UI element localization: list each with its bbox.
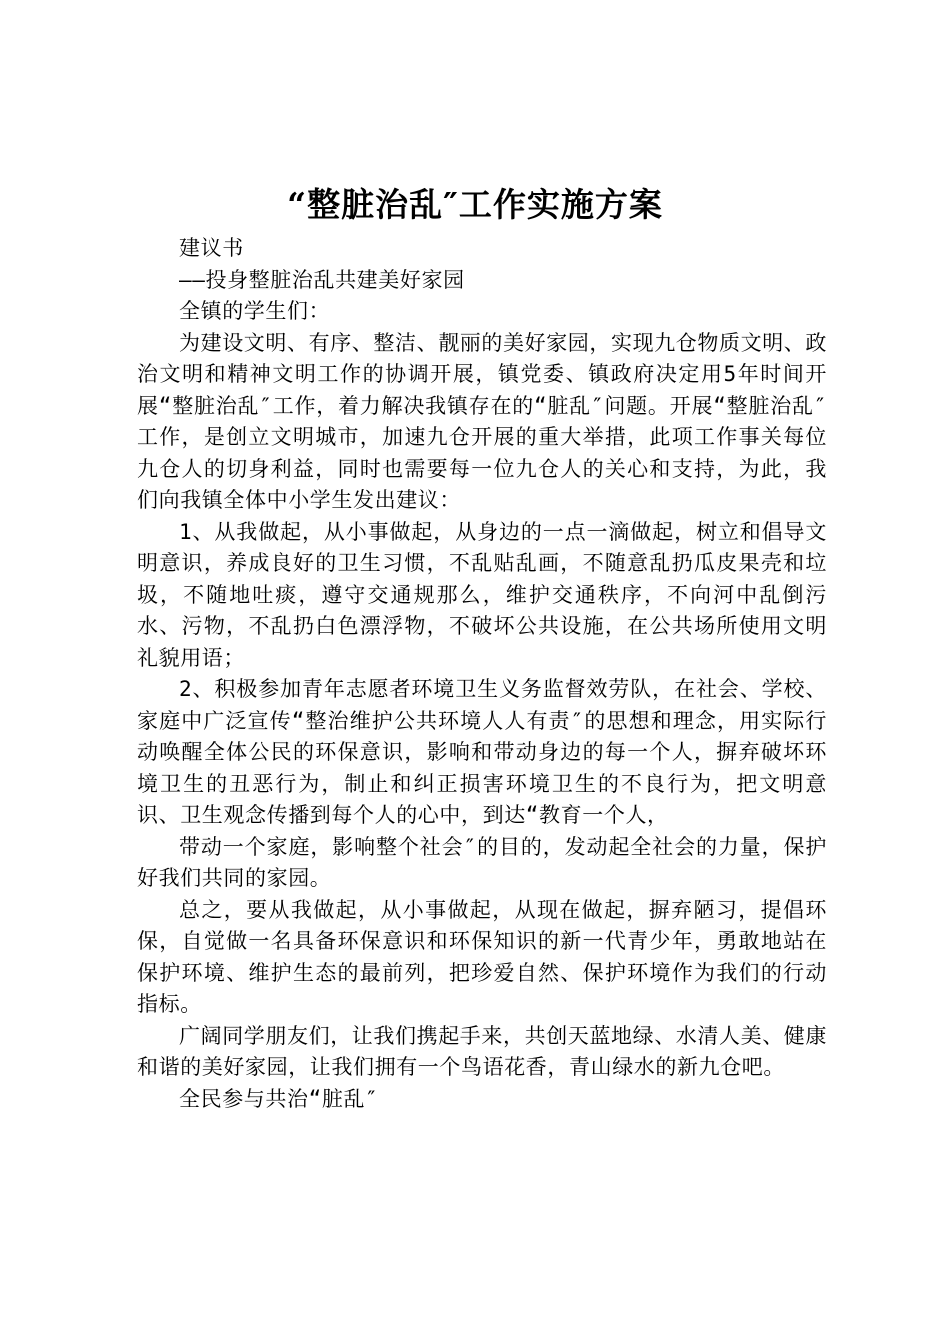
paragraph-item-2-continued: 带动一个家庭，影响整个社会″的目的，发动起全社会的力量，保护好我们共同的家园。 [137,834,827,890]
document-body [137,233,827,1115]
paragraph-salutation: 全镇的学生们： [179,299,331,323]
paragraph-intro: 为建设文明、有序、整洁、靓丽的美好家园，实现九仓物质文明、政治文明和精神文明工作的协调开展，镇党委、镇政府决定用5年时间开展“整脏治乱″工作，着力解决我镇存在的“脏乱″问题。开展“整脏治乱″工作，是创立文明城市，加速九仓开展的重大举措，此项工作事关每位九仓人的切身利益，同时也需要每一位九仓人的关心和支持，为此，我们向我镇全体中小学生发出建议： [137,330,827,512]
paragraph-subtitle: ——投身整脏治乱共建美好家园 [179,267,465,292]
document-title: “整脏治乱″工作实施方案 [287,185,663,224]
paragraph-summary: 总之，要从我做起，从小事做起，从现在做起，摒弃陋习，提倡环保，自觉做一名具备环保意识和环保知识的新一代青少年，勇敢地站在保护环境、维护生态的最前列，把珍爱自然、保护环境作为我们的行动指标。 [137,897,827,1016]
paragraph-item-1: 1、从我做起，从小事做起，从身边的一点一滴做起，树立和倡导文明意识，养成良好的卫生习惯，不乱贴乱画，不随意乱扔瓜皮果壳和垃圾，不随地吐痰，遵守交通规那么，维护交通秩序，不向河中乱倒污水、污物，不乱扔白色漂浮物，不破坏公共设施，在公共场所使用文明礼貌用语； [137,519,827,670]
paragraph-closing: 全民参与共治“脏乱″ [179,1086,379,1111]
paragraph-heading: 建议书 [179,236,244,260]
paragraph-item-2: 2、积极参加青年志愿者环境卫生义务监督效劳队，在社会、学校、家庭中广泛宣传“整治维护公共环境人人有责″的思想和理念，用实际行动唤醒全体公民的环保意识，影响和带动身边的每一个人，摒弃破坏环境卫生的丑恶行为，制止和纠正损害环境卫生的不良行为，把文明意识、卫生观念传播到每个人的心中，到达“教育一个人， [137,677,827,827]
paragraph-appeal: 广阔同学朋友们，让我们携起手来，共创天蓝地绿、水清人美、健康和谐的美好家园，让我们拥有一个鸟语花香，青山绿水的新九仓吧。 [137,1023,827,1079]
